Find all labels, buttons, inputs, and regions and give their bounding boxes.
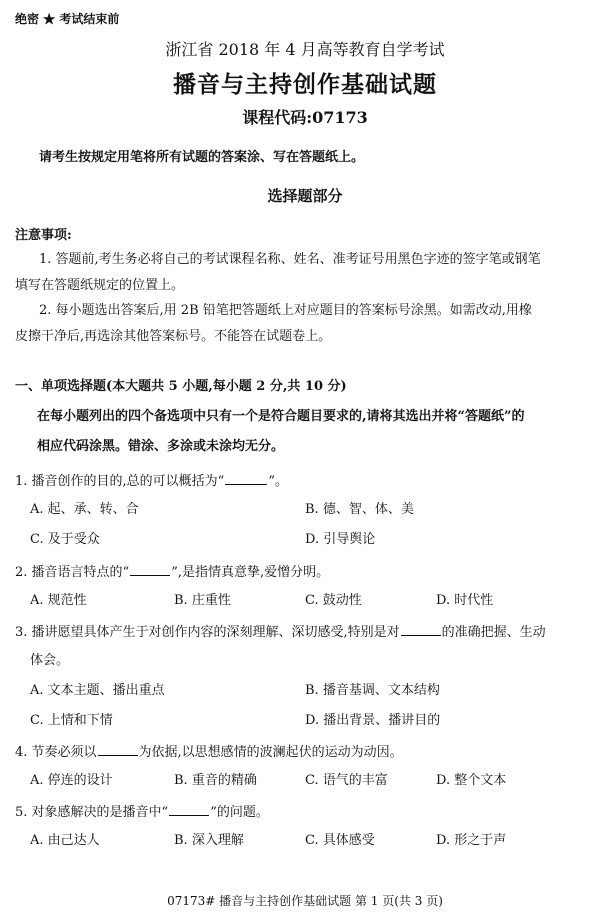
question-4-option-c: C. 语气的丰富: [305, 773, 388, 788]
question-4-stem: [15, 743, 403, 761]
question-3-option-c: C. 上情和下情: [30, 713, 113, 728]
question-3-stem: [15, 623, 546, 641]
question-1-stem-start: 1. 播音创作的目的,总的可以概括为“: [15, 474, 225, 489]
question-1-stem-end: ”。: [268, 474, 288, 489]
question-2-stem-start: 2. 播音语言特点的“: [15, 565, 130, 580]
question-2-option-a: A. 规范性: [30, 593, 87, 608]
question-1-option-a: A. 起、承、转、合: [30, 502, 139, 517]
question-1-stem: [15, 472, 288, 490]
note-item-1-line-2: 填写在答题纸规定的位置上。: [15, 278, 185, 293]
answer-instruction: 请考生按规定用笔将所有试题的答案涂、写在答题纸上。: [39, 150, 365, 165]
question-4-stem-start: 4. 节奏必须以: [15, 745, 97, 760]
answer-blank: [130, 563, 170, 576]
question-1-option-c: C. 及于受众: [30, 532, 100, 547]
question-3-option-b: B. 播音基调、文本结构: [305, 683, 440, 698]
note-item-1-line-1: 1. 答题前,考生务必将自己的考试课程名称、姓名、准考证号用黑色字迹的签字笔或钢笔: [39, 252, 541, 267]
page-footer: 07173# 播音与主持创作基础试题 第 1 页(共 3 页): [167, 894, 443, 908]
question-3-option-d: D. 播出背景、播讲目的: [305, 713, 441, 728]
question-1-option-b: B. 德、智、体、美: [305, 502, 414, 517]
part1-heading: 一、单项选择题(本大题共 5 小题,每小题 2 分,共 10 分): [15, 379, 347, 394]
question-2-option-c: C. 鼓动性: [305, 593, 362, 608]
note-item-2-line-2: 皮擦干净后,再选涂其他答案标号。不能答在试题卷上。: [15, 329, 332, 344]
question-5-option-d: D. 形之于声: [436, 833, 507, 848]
question-3-option-a: A. 文本主题、播出重点: [30, 683, 165, 698]
question-3-stem-end: 的准确把握、生动: [441, 625, 546, 640]
question-4-option-a: A. 停连的设计: [30, 773, 113, 788]
question-4-stem-end: 为依据,以思想感情的波澜起伏的运动为动因。: [138, 745, 403, 760]
question-1-option-d: D. 引导舆论: [305, 532, 376, 547]
question-5-option-c: C. 具体感受: [305, 833, 375, 848]
note-item-2-line-1: 2. 每小题选出答案后,用 2B 铅笔把答题纸上对应题目的答案标号涂黑。如需改动,用橡: [39, 303, 532, 318]
question-5-stem-end: ”的问题。: [210, 805, 269, 820]
question-3-stem-start: 3. 播讲愿望具体产生于对创作内容的深刻理解、深切感受,特别是对: [15, 625, 400, 640]
paper-title: 播音与主持创作基础试题: [173, 71, 437, 98]
answer-blank: [225, 472, 267, 485]
course-code: 课程代码:07173: [242, 108, 368, 127]
question-2-option-d: D. 时代性: [436, 593, 494, 608]
answer-blank: [401, 623, 441, 636]
question-2-stem: [15, 563, 329, 581]
question-4-option-d: D. 整个文本: [436, 773, 507, 788]
question-2-stem-end: ”,是指情真意挚,爱憎分明。: [171, 565, 330, 580]
part1-desc-line-2: 相应代码涂黑。错涂、多涂或未涂均无分。: [37, 439, 285, 454]
question-5-option-b: B. 深入理解: [174, 833, 244, 848]
question-5-stem-start: 5. 对象感解决的是播音中“: [15, 805, 169, 820]
question-4-option-b: B. 重音的精确: [174, 773, 257, 788]
confidential-label: 绝密 ★ 考试结束前: [15, 12, 120, 26]
question-2-option-b: B. 庄重性: [174, 593, 231, 608]
answer-blank: [169, 803, 209, 816]
question-5-option-a: A. 由己达人: [30, 833, 100, 848]
notes-title: 注意事项:: [15, 228, 72, 243]
section-title: 选择题部分: [267, 187, 343, 205]
question-3-stem-continued: 体会。: [30, 653, 70, 668]
part1-desc-line-1: 在每小题列出的四个备选项中只有一个是符合题目要求的,请将其选出并将“答题纸”的: [37, 409, 525, 424]
exam-name: 浙江省 2018 年 4 月高等教育自学考试: [165, 40, 445, 59]
question-5-stem: [15, 803, 269, 821]
answer-blank: [98, 743, 138, 756]
